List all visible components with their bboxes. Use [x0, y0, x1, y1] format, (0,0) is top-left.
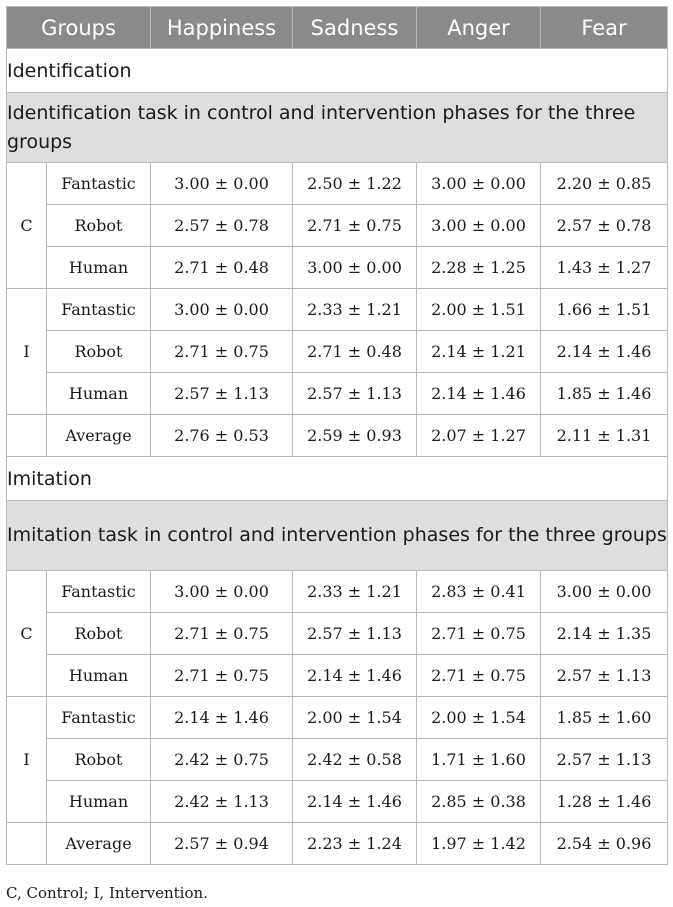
- cell-fear: 1.43 ± 1.27: [541, 247, 668, 289]
- cell-fear: 2.54 ± 0.96: [541, 823, 668, 865]
- cell-happiness: 2.42 ± 0.75: [151, 739, 293, 781]
- group-code: I: [7, 697, 47, 823]
- table-row: [7, 613, 668, 655]
- cell-anger: 2.07 ± 1.27: [417, 415, 541, 457]
- cell-happiness: 2.57 ± 1.13: [151, 373, 293, 415]
- cell-fear: 1.85 ± 1.46: [541, 373, 668, 415]
- header-sadness: Sadness: [293, 7, 417, 49]
- row-name: Robot: [47, 739, 151, 781]
- row-name: Average: [47, 415, 151, 457]
- cell-sadness: 2.71 ± 0.48: [293, 331, 417, 373]
- group-code: C: [7, 163, 47, 289]
- row-name: Human: [47, 247, 151, 289]
- table-row: [7, 331, 668, 373]
- cell-anger: 2.14 ± 1.21: [417, 331, 541, 373]
- table-row: [7, 289, 668, 331]
- row-name: Human: [47, 781, 151, 823]
- cell-happiness: 2.57 ± 0.94: [151, 823, 293, 865]
- row-name: Human: [47, 373, 151, 415]
- cell-happiness: 2.71 ± 0.48: [151, 247, 293, 289]
- cell-fear: 2.11 ± 1.31: [541, 415, 668, 457]
- table-footnote: C, Control; I, Intervention.: [6, 884, 208, 902]
- cell-sadness: 2.71 ± 0.75: [293, 205, 417, 247]
- cell-sadness: 2.42 ± 0.58: [293, 739, 417, 781]
- cell-happiness: 3.00 ± 0.00: [151, 571, 293, 613]
- cell-fear: 2.57 ± 1.13: [541, 655, 668, 697]
- cell-sadness: 2.00 ± 1.54: [293, 697, 417, 739]
- cell-sadness: 2.23 ± 1.24: [293, 823, 417, 865]
- section-label-row: [7, 49, 668, 93]
- cell-fear: 2.20 ± 0.85: [541, 163, 668, 205]
- row-name: Fantastic: [47, 697, 151, 739]
- average-row: [7, 823, 668, 865]
- table-row: [7, 655, 668, 697]
- cell-happiness: 2.42 ± 1.13: [151, 781, 293, 823]
- cell-anger: 2.85 ± 0.38: [417, 781, 541, 823]
- cell-fear: 2.14 ± 1.46: [541, 331, 668, 373]
- cell-fear: 3.00 ± 0.00: [541, 571, 668, 613]
- cell-sadness: 2.57 ± 1.13: [293, 373, 417, 415]
- table-row: [7, 247, 668, 289]
- cell-happiness: 2.71 ± 0.75: [151, 613, 293, 655]
- cell-happiness: 2.76 ± 0.53: [151, 415, 293, 457]
- row-name: Robot: [47, 331, 151, 373]
- cell-sadness: 2.14 ± 1.46: [293, 655, 417, 697]
- cell-sadness: 3.00 ± 0.00: [293, 247, 417, 289]
- cell-anger: 3.00 ± 0.00: [417, 163, 541, 205]
- cell-anger: 2.00 ± 1.54: [417, 697, 541, 739]
- row-name: Human: [47, 655, 151, 697]
- section-subtitle-row: [7, 93, 668, 163]
- header-happiness: Happiness: [151, 7, 293, 49]
- section-label: Imitation: [7, 457, 668, 501]
- results-table: [6, 6, 668, 865]
- cell-anger: 1.71 ± 1.60: [417, 739, 541, 781]
- cell-fear: 1.66 ± 1.51: [541, 289, 668, 331]
- header-anger: Anger: [417, 7, 541, 49]
- cell-happiness: 2.71 ± 0.75: [151, 655, 293, 697]
- cell-anger: 2.28 ± 1.25: [417, 247, 541, 289]
- cell-anger: 2.83 ± 0.41: [417, 571, 541, 613]
- cell-happiness: 3.00 ± 0.00: [151, 289, 293, 331]
- section-subtitle-row: [7, 501, 668, 571]
- table-row: [7, 571, 668, 613]
- table-row: [7, 781, 668, 823]
- row-name: Robot: [47, 205, 151, 247]
- row-name: Fantastic: [47, 571, 151, 613]
- cell-anger: 2.71 ± 0.75: [417, 655, 541, 697]
- row-name: Fantastic: [47, 163, 151, 205]
- table-row: [7, 163, 668, 205]
- row-name: Robot: [47, 613, 151, 655]
- cell-happiness: 2.14 ± 1.46: [151, 697, 293, 739]
- table-row: [7, 205, 668, 247]
- cell-anger: 3.00 ± 0.00: [417, 205, 541, 247]
- row-name: Fantastic: [47, 289, 151, 331]
- cell-sadness: 2.33 ± 1.21: [293, 571, 417, 613]
- section-label-row: [7, 457, 668, 501]
- cell-fear: 1.28 ± 1.46: [541, 781, 668, 823]
- cell-sadness: 2.59 ± 0.93: [293, 415, 417, 457]
- cell-sadness: 2.57 ± 1.13: [293, 613, 417, 655]
- group-code: I: [7, 289, 47, 415]
- empty-group-cell: [7, 823, 47, 865]
- section-subtitle: Imitation task in control and intervention phases for the three groups: [7, 501, 668, 571]
- header-row: [7, 7, 668, 49]
- section-label: Identification: [7, 49, 668, 93]
- header-fear: Fear: [541, 7, 668, 49]
- header-groups: Groups: [7, 7, 151, 49]
- cell-fear: 2.57 ± 1.13: [541, 739, 668, 781]
- table-row: [7, 373, 668, 415]
- cell-anger: 2.71 ± 0.75: [417, 613, 541, 655]
- cell-sadness: 2.50 ± 1.22: [293, 163, 417, 205]
- empty-group-cell: [7, 415, 47, 457]
- cell-sadness: 2.33 ± 1.21: [293, 289, 417, 331]
- cell-happiness: 3.00 ± 0.00: [151, 163, 293, 205]
- cell-happiness: 2.57 ± 0.78: [151, 205, 293, 247]
- table-row: [7, 739, 668, 781]
- section-subtitle: Identification task in control and intervention phases for the three groups: [7, 93, 668, 163]
- cell-fear: 1.85 ± 1.60: [541, 697, 668, 739]
- cell-anger: 1.97 ± 1.42: [417, 823, 541, 865]
- cell-fear: 2.14 ± 1.35: [541, 613, 668, 655]
- cell-sadness: 2.14 ± 1.46: [293, 781, 417, 823]
- cell-anger: 2.00 ± 1.51: [417, 289, 541, 331]
- row-name: Average: [47, 823, 151, 865]
- cell-fear: 2.57 ± 0.78: [541, 205, 668, 247]
- cell-happiness: 2.71 ± 0.75: [151, 331, 293, 373]
- average-row: [7, 415, 668, 457]
- cell-anger: 2.14 ± 1.46: [417, 373, 541, 415]
- group-code: C: [7, 571, 47, 697]
- table-row: [7, 697, 668, 739]
